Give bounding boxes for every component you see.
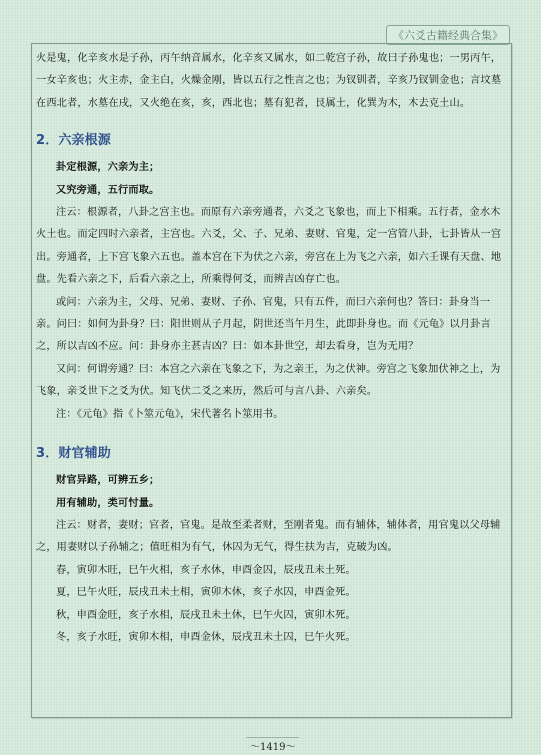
verse-line: 又究旁通，五行而取。 (56, 184, 160, 196)
commentary-paragraph: 或问：六亲为主，父母、兄弟、妻财、子孙、官鬼，只有五件，而曰六亲何也？答曰：卦身当一亲。问曰：如何为卦身？曰：阳世则从子月起，阴世还当午月生，此即卦身也。而《元龟》以月卦言之，所以吉凶不应。问：卦身亦主甚吉凶？曰：如本卦世空，却去看身，岂为无用？ (36, 296, 491, 353)
verse-line: 财官异路，可辨五乡； (56, 475, 160, 487)
verse-line: 用有辅助，类可忖量。 (56, 497, 160, 509)
note-paragraph: 注：《元龟》指《卜筮元龟》，宋代著名卜筮用书。 (56, 408, 284, 420)
document-body (36, 48, 508, 649)
verse-line: 卦定根源，六亲为主； (56, 162, 160, 174)
commentary-paragraph: 注云：财者，妻财；官者，官鬼。是故至柔者财，至刚者鬼。而有辅体，辅体者，用官鬼以父母辅之，用妻财以子孙辅之；值旺相为有气，休囚为无气，得生扶为吉，克破为凶。 (36, 519, 501, 554)
book-title-tab: 《六爻古籍经典合集》 (386, 25, 510, 45)
season-line-spring: 春，寅卯木旺，巳午火相，亥子水休，申酉金囚，辰戌丑未土死。 (56, 564, 356, 576)
section-title-caiguan: 3．财官辅助 (36, 446, 111, 462)
commentary-paragraph: 又问：何谓旁通？曰：本宫之六亲在飞象之下，为之亲王，为之伏神。旁宫之飞象加伏神之上，为飞象，亲爻世下之爻为伏。知飞伏二爻之来历，然后可与言八卦、六亲矣。 (36, 363, 501, 398)
intro-paragraph: 火是鬼，化辛亥水是子孙，丙午纳音属水，化辛亥又属水，如二乾宫子孙，故曰子孙鬼也；一男丙午，一女辛亥也；火主赤，金主白，火燥金刚，皆以五行之性言之也；为钗钏者，辛亥乃钗钏金也；言坟墓在西北者，水墓在戌，又火绝在亥，亥，西北也；墓有犯者，艮属土，化巽为木，木去克土山。 (36, 53, 502, 109)
page-number: ～1419～ (246, 737, 299, 753)
season-line-summer: 夏，巳午火旺，辰戌丑未土相，寅卯木休，亥子水囚，申酉金死。 (56, 587, 356, 599)
season-line-winter: 冬，亥子水旺，寅卯木相，申酉金休，辰戌丑未土囚，巳午火死。 (56, 631, 356, 643)
section-title-liuqin: 2．六亲根源 (36, 133, 111, 149)
season-line-autumn: 秋，申酉金旺，亥子水相，辰戌丑未土休，巳午火囚，寅卯木死。 (56, 609, 356, 621)
commentary-paragraph: 注云：根源者，八卦之宫主也。而原有六亲旁通者，六爻之飞象也，而上下相乘。五行者，金水木火土也。而定四时六亲者，主宫也。六爻，父、子、兄弟、妻财、官鬼，定一宫管八卦，七卦皆从一宫出。旁通者，上下宫飞象六五也。盖本宫在下为伏之六亲，旁宫在上为飞之六亲，如六壬课有天盘、地盘。先看六亲之下，后看六亲之上，所乘得何爻，而辨吉凶存亡也。 (36, 207, 502, 286)
